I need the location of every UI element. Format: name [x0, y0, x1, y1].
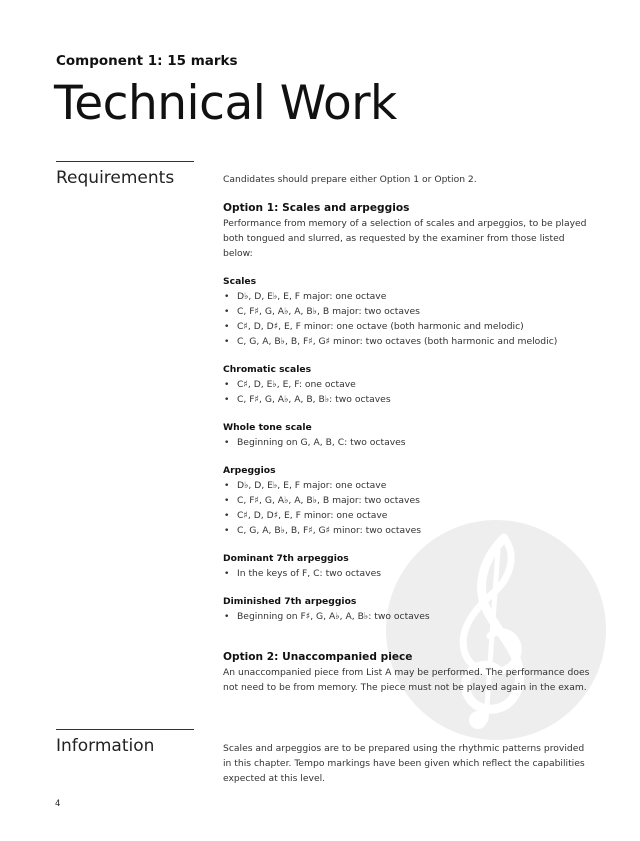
information-heading: Information — [56, 736, 155, 756]
option1-heading: Option 1: Scales and arpeggios — [223, 202, 410, 214]
information-content — [223, 741, 593, 786]
dominant-7th-section — [223, 551, 593, 581]
arpeggios-heading: Arpeggios — [223, 465, 276, 476]
scales-section — [223, 274, 593, 349]
information-divider — [56, 729, 194, 730]
option2-description: An unaccompanied piece from List A may be performed. The performance does not need to be from memory. The piece must not be played again in the exam. — [223, 667, 590, 693]
list-item: • In the keys of F, C: two octaves — [223, 566, 593, 581]
requirements-heading: Requirements — [56, 168, 175, 188]
whole-tone-scale-heading: Whole tone scale — [223, 422, 312, 433]
requirements-divider — [56, 161, 194, 162]
list-item: • C♯, D, E♭, E, F: one octave — [223, 377, 593, 392]
list-item: • C, F♯, G, A♭, A, B♭, B major: two octaves — [223, 493, 593, 508]
diminished-7th-heading: Diminished 7th arpeggios — [223, 596, 357, 607]
component-label: Component 1: 15 marks — [56, 53, 238, 69]
list-item: • D♭, D, E♭, E, F major: one octave — [223, 478, 593, 493]
requirements-intro: Candidates should prepare either Option 1 or Option 2. — [223, 174, 477, 185]
information-text: Scales and arpeggios are to be prepared using the rhythmic patterns provided in this chapter. Tempo markings have been given which reflect the capabilities expected at this level. — [223, 743, 585, 784]
list-item: • C♯, D, D♯, E, F minor: one octave — [223, 508, 593, 523]
list-item: • C, G, A, B♭, B, F♯, G♯ minor: two octaves (both harmonic and melodic) — [223, 334, 593, 349]
arpeggios-section — [223, 463, 593, 538]
scales-heading: Scales — [223, 276, 257, 287]
dominant-7th-heading: Dominant 7th arpeggios — [223, 553, 349, 564]
option1-description: Performance from memory of a selection of scales and arpeggios, to be played both tongued and slurred, as requested by the examiner from those listed below: — [223, 218, 587, 259]
list-item: • D♭, D, E♭, E, F major: one octave — [223, 289, 593, 304]
list-item: • C, G, A, B♭, B, F♯, G♯ minor: two octaves — [223, 523, 593, 538]
list-item: • C♯, D, D♯, E, F minor: one octave (both harmonic and melodic) — [223, 319, 593, 334]
list-item: • C, F♯, G, A♭, A, B, B♭: two octaves — [223, 392, 593, 407]
list-item: • Beginning on F♯, G, A♭, A, B♭: two octaves — [223, 609, 593, 624]
page-title: Technical Work — [54, 76, 397, 131]
whole-tone-scale-section — [223, 420, 593, 450]
list-item: • C, F♯, G, A♭, A, B♭, B major: two octaves — [223, 304, 593, 319]
option2-heading: Option 2: Unaccompanied piece — [223, 651, 413, 663]
chromatic-scales-section — [223, 362, 593, 407]
chromatic-scales-heading: Chromatic scales — [223, 364, 312, 375]
page-number: 4 — [55, 799, 61, 809]
requirements-content — [223, 172, 593, 695]
list-item: • Beginning on G, A, B, C: two octaves — [223, 435, 593, 450]
diminished-7th-section — [223, 594, 593, 624]
